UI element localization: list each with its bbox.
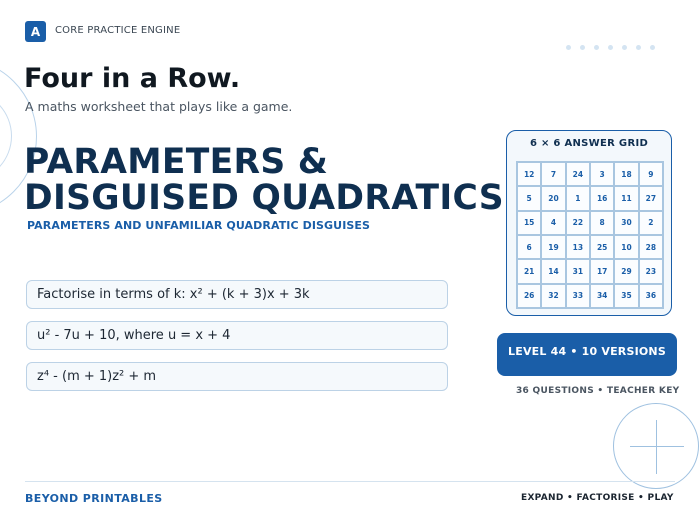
question-text: u² - 7u + 10, where u = x + 4 <box>37 328 231 343</box>
answer-grid-cell[interactable]: 23 <box>639 259 663 283</box>
answer-grid-cell[interactable]: 1 <box>566 186 590 210</box>
plus-icon <box>613 403 699 489</box>
answer-grid-cell[interactable]: 17 <box>590 259 614 283</box>
topic-subheading: PARAMETERS AND UNFAMILIAR QUADRATIC DISGUISES <box>27 219 371 232</box>
answer-grid-card <box>506 130 672 316</box>
footer-brand: BEYOND PRINTABLES <box>25 492 163 505</box>
answer-grid-cell[interactable]: 27 <box>639 186 663 210</box>
question-card <box>26 280 448 309</box>
question-card <box>26 362 448 391</box>
answer-grid-cell[interactable]: 3 <box>590 162 614 186</box>
answer-grid-cell[interactable]: 22 <box>566 211 590 235</box>
answer-grid-cell[interactable]: 36 <box>639 284 663 308</box>
answer-grid-cell[interactable]: 32 <box>541 284 565 308</box>
topic-headline <box>24 144 504 216</box>
answer-grid-cell[interactable]: 16 <box>590 186 614 210</box>
answer-grid-cell[interactable]: 11 <box>614 186 638 210</box>
question-card <box>26 321 448 350</box>
answer-grid-cell[interactable]: 15 <box>517 211 541 235</box>
answer-grid-cell[interactable]: 8 <box>590 211 614 235</box>
answer-grid-cell[interactable]: 25 <box>590 235 614 259</box>
answer-grid-cell[interactable]: 4 <box>541 211 565 235</box>
answer-grid-cell[interactable]: 9 <box>639 162 663 186</box>
level-button[interactable]: LEVEL 44 • 10 VERSIONS <box>497 333 677 376</box>
answer-grid-cell[interactable]: 20 <box>541 186 565 210</box>
answer-grid-cell[interactable]: 33 <box>566 284 590 308</box>
page-subtitle: A maths worksheet that plays like a game. <box>25 99 293 114</box>
answer-grid <box>516 161 664 309</box>
answer-grid-cell[interactable]: 12 <box>517 162 541 186</box>
answer-grid-cell[interactable]: 29 <box>614 259 638 283</box>
answer-grid-title: 6 × 6 ANSWER GRID <box>529 138 649 149</box>
topic-headline-line1: PARAMETERS & <box>24 142 329 182</box>
answer-grid-cell[interactable]: 26 <box>517 284 541 308</box>
page-title: Four in a Row. <box>24 63 241 94</box>
answer-grid-cell[interactable]: 21 <box>517 259 541 283</box>
answer-grid-cell[interactable]: 13 <box>566 235 590 259</box>
answer-grid-cell[interactable]: 31 <box>566 259 590 283</box>
answer-grid-cell[interactable]: 10 <box>614 235 638 259</box>
answer-grid-cell[interactable]: 24 <box>566 162 590 186</box>
answer-grid-cell[interactable]: 35 <box>614 284 638 308</box>
question-text: Factorise in terms of k: x² + (k + 3)x + 3k <box>37 287 310 302</box>
question-text: z⁴ - (m + 1)z² + m <box>37 369 157 384</box>
answer-grid-cell[interactable]: 6 <box>517 235 541 259</box>
answer-grid-cell[interactable]: 30 <box>614 211 638 235</box>
brand-logo-badge: A <box>25 21 46 42</box>
answer-grid-cell[interactable]: 2 <box>639 211 663 235</box>
footer-tagline: EXPAND • FACTORISE • PLAY <box>521 493 674 503</box>
brand-name: CORE PRACTICE ENGINE <box>55 25 181 36</box>
footer-divider <box>25 481 675 482</box>
decorative-dots <box>566 45 655 50</box>
answer-grid-cell[interactable]: 7 <box>541 162 565 186</box>
answer-grid-cell[interactable]: 19 <box>541 235 565 259</box>
topic-headline-line2: DISGUISED QUADRATICS <box>24 178 504 218</box>
answer-grid-cell[interactable]: 18 <box>614 162 638 186</box>
answer-grid-cell[interactable]: 5 <box>517 186 541 210</box>
answer-grid-cell[interactable]: 28 <box>639 235 663 259</box>
question-count: 36 QUESTIONS • TEACHER KEY <box>516 386 680 396</box>
answer-grid-cell[interactable]: 14 <box>541 259 565 283</box>
answer-grid-cell[interactable]: 34 <box>590 284 614 308</box>
